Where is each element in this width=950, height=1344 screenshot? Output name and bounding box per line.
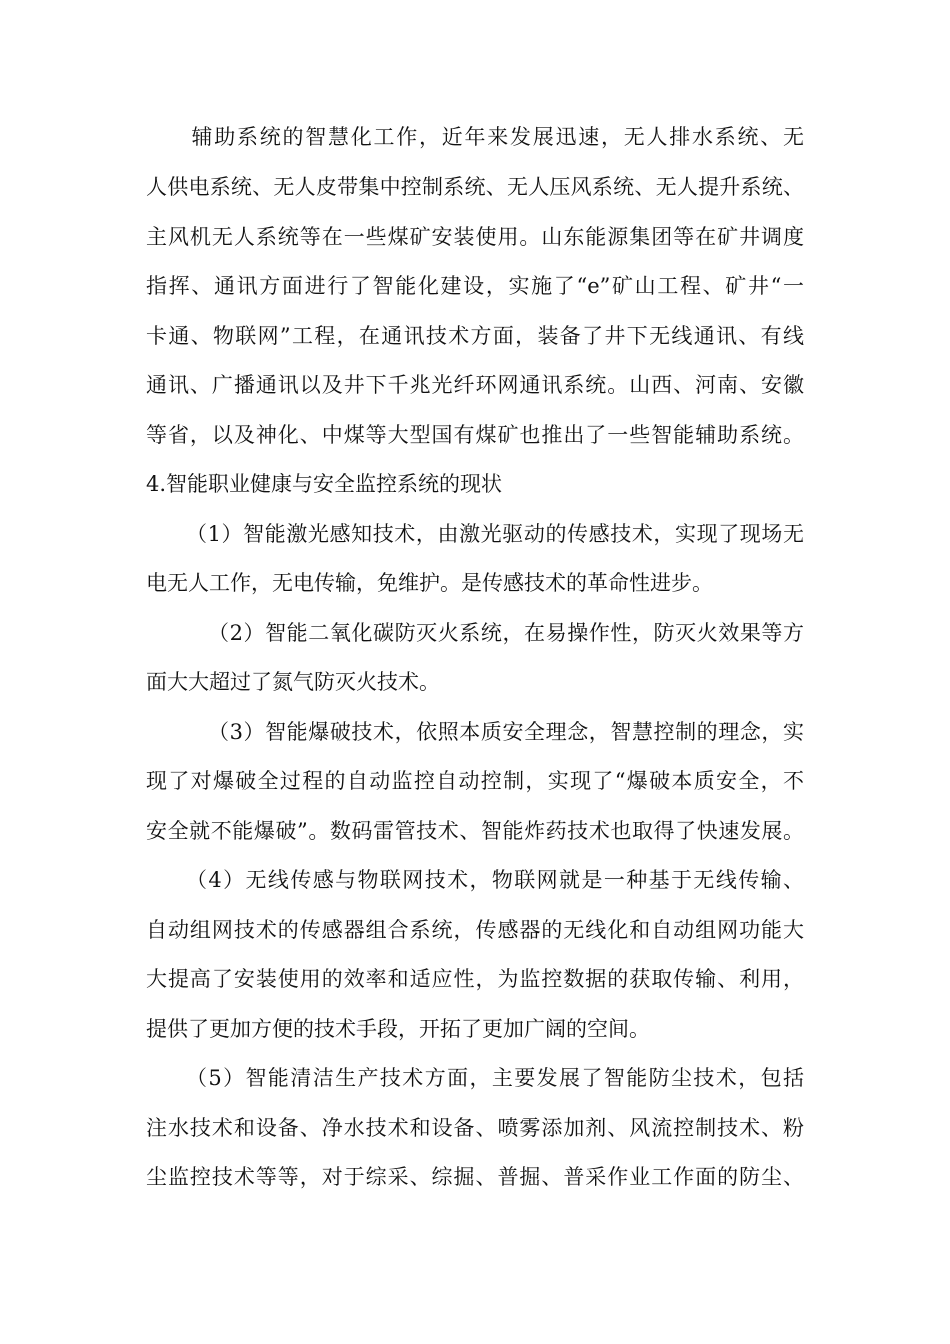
text-line: 注水技术和设备、净水技术和设备、喷雾添加剂、风流控制技术、粉	[146, 1116, 804, 1140]
text-line: 提供了更加方便的技术手段，开拓了更加广阔的空间。	[146, 1017, 650, 1041]
text-line: 安全就不能爆破”。数码雷管技术、智能炸药技术也取得了快速发展。	[146, 819, 804, 843]
text-line: （3）智能爆破技术，依照本质安全理念，智慧控制的理念，实	[208, 720, 804, 744]
text-line: 人供电系统、无人皮带集中控制系统、无人压风系统、无人提升系统、	[146, 175, 804, 199]
text-line: 辅助系统的智慧化工作，近年来发展迅速，无人排水系统、无	[146, 125, 804, 149]
text-line: 等省，以及神化、中煤等大型国有煤矿也推出了一些智能辅助系统。	[146, 423, 804, 447]
text-line: （1）智能激光感知技术，由激光驱动的传感技术，实现了现场无	[186, 522, 804, 546]
section-heading: 4.智能职业健康与安全监控系统的现状	[146, 472, 503, 496]
text-line: 主风机无人系统等在一些煤矿安装使用。山东能源集团等在矿井调度	[146, 225, 804, 249]
text-line: 通讯、广播通讯以及井下千兆光纤环网通讯系统。山西、河南、安徽	[146, 373, 804, 397]
text-line: 大提高了安装使用的效率和适应性，为监控数据的获取传输、利用，	[146, 967, 804, 991]
text-line: （2）智能二氧化碳防灭火系统，在易操作性，防灭火效果等方	[208, 621, 804, 645]
text-line: 自动组网技术的传感器组合系统，传感器的无线化和自动组网功能大	[146, 918, 804, 942]
text-line: 指挥、通讯方面进行了智能化建设，实施了“e”矿山工程、矿井“一	[146, 274, 804, 298]
text-line: （4）无线传感与物联网技术，物联网就是一种基于无线传输、	[186, 868, 804, 892]
text-line: 现了对爆破全过程的自动监控自动控制，实现了“爆破本质安全，不	[146, 769, 804, 793]
text-line: 电无人工作，无电传输，免维护。是传感技术的革命性进步。	[146, 571, 713, 595]
text-line: 卡通、物联网”工程，在通讯技术方面，装备了井下无线通讯、有线	[146, 324, 804, 348]
text-line: （5）智能清洁生产技术方面，主要发展了智能防尘技术，包括	[186, 1066, 804, 1090]
text-line: 面大大超过了氮气防灭火技术。	[146, 670, 440, 694]
text-line: 尘监控技术等等，对于综采、综掘、普掘、普采作业工作面的防尘、	[146, 1165, 804, 1189]
